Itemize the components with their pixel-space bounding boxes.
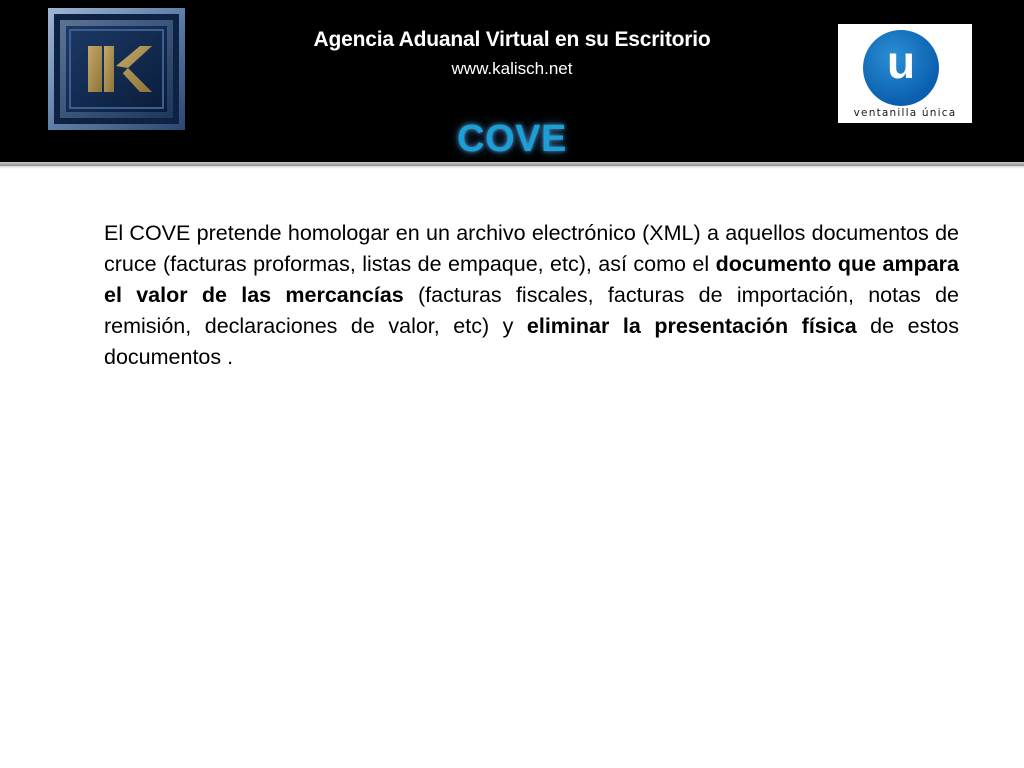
body-paragraph — [104, 218, 959, 373]
body-segment: de estos documentos . — [104, 314, 959, 369]
body-segment-bold: eliminar la presentación física — [526, 314, 857, 338]
ventanilla-unica-icon — [863, 30, 939, 106]
slide-title: COVE — [457, 118, 567, 160]
ventanilla-unica-logo — [838, 24, 972, 123]
kalisch-logo-icon — [48, 8, 185, 130]
header-band — [0, 0, 1024, 162]
agency-title: Agencia Aduanal Virtual en su Escritorio — [313, 28, 711, 51]
header-divider-shadow — [0, 166, 1024, 169]
website-link[interactable]: www.kalisch.net — [451, 59, 573, 78]
logo-mark-letter: u — [886, 36, 916, 88]
body-segment: (facturas fiscales, facturas de importación, notas de remisión, declaraciones de valor, etc) y — [104, 283, 960, 338]
body-segment-bold: documento que ampara el valor de las mercancías — [104, 252, 960, 307]
logo-caption: ventanilla única — [853, 107, 957, 119]
body-segment: El COVE pretende homologar en un archivo electrónico (XML) a aquellos documentos de cruce (facturas proformas, listas de empaque, etc), así como el — [104, 221, 959, 276]
